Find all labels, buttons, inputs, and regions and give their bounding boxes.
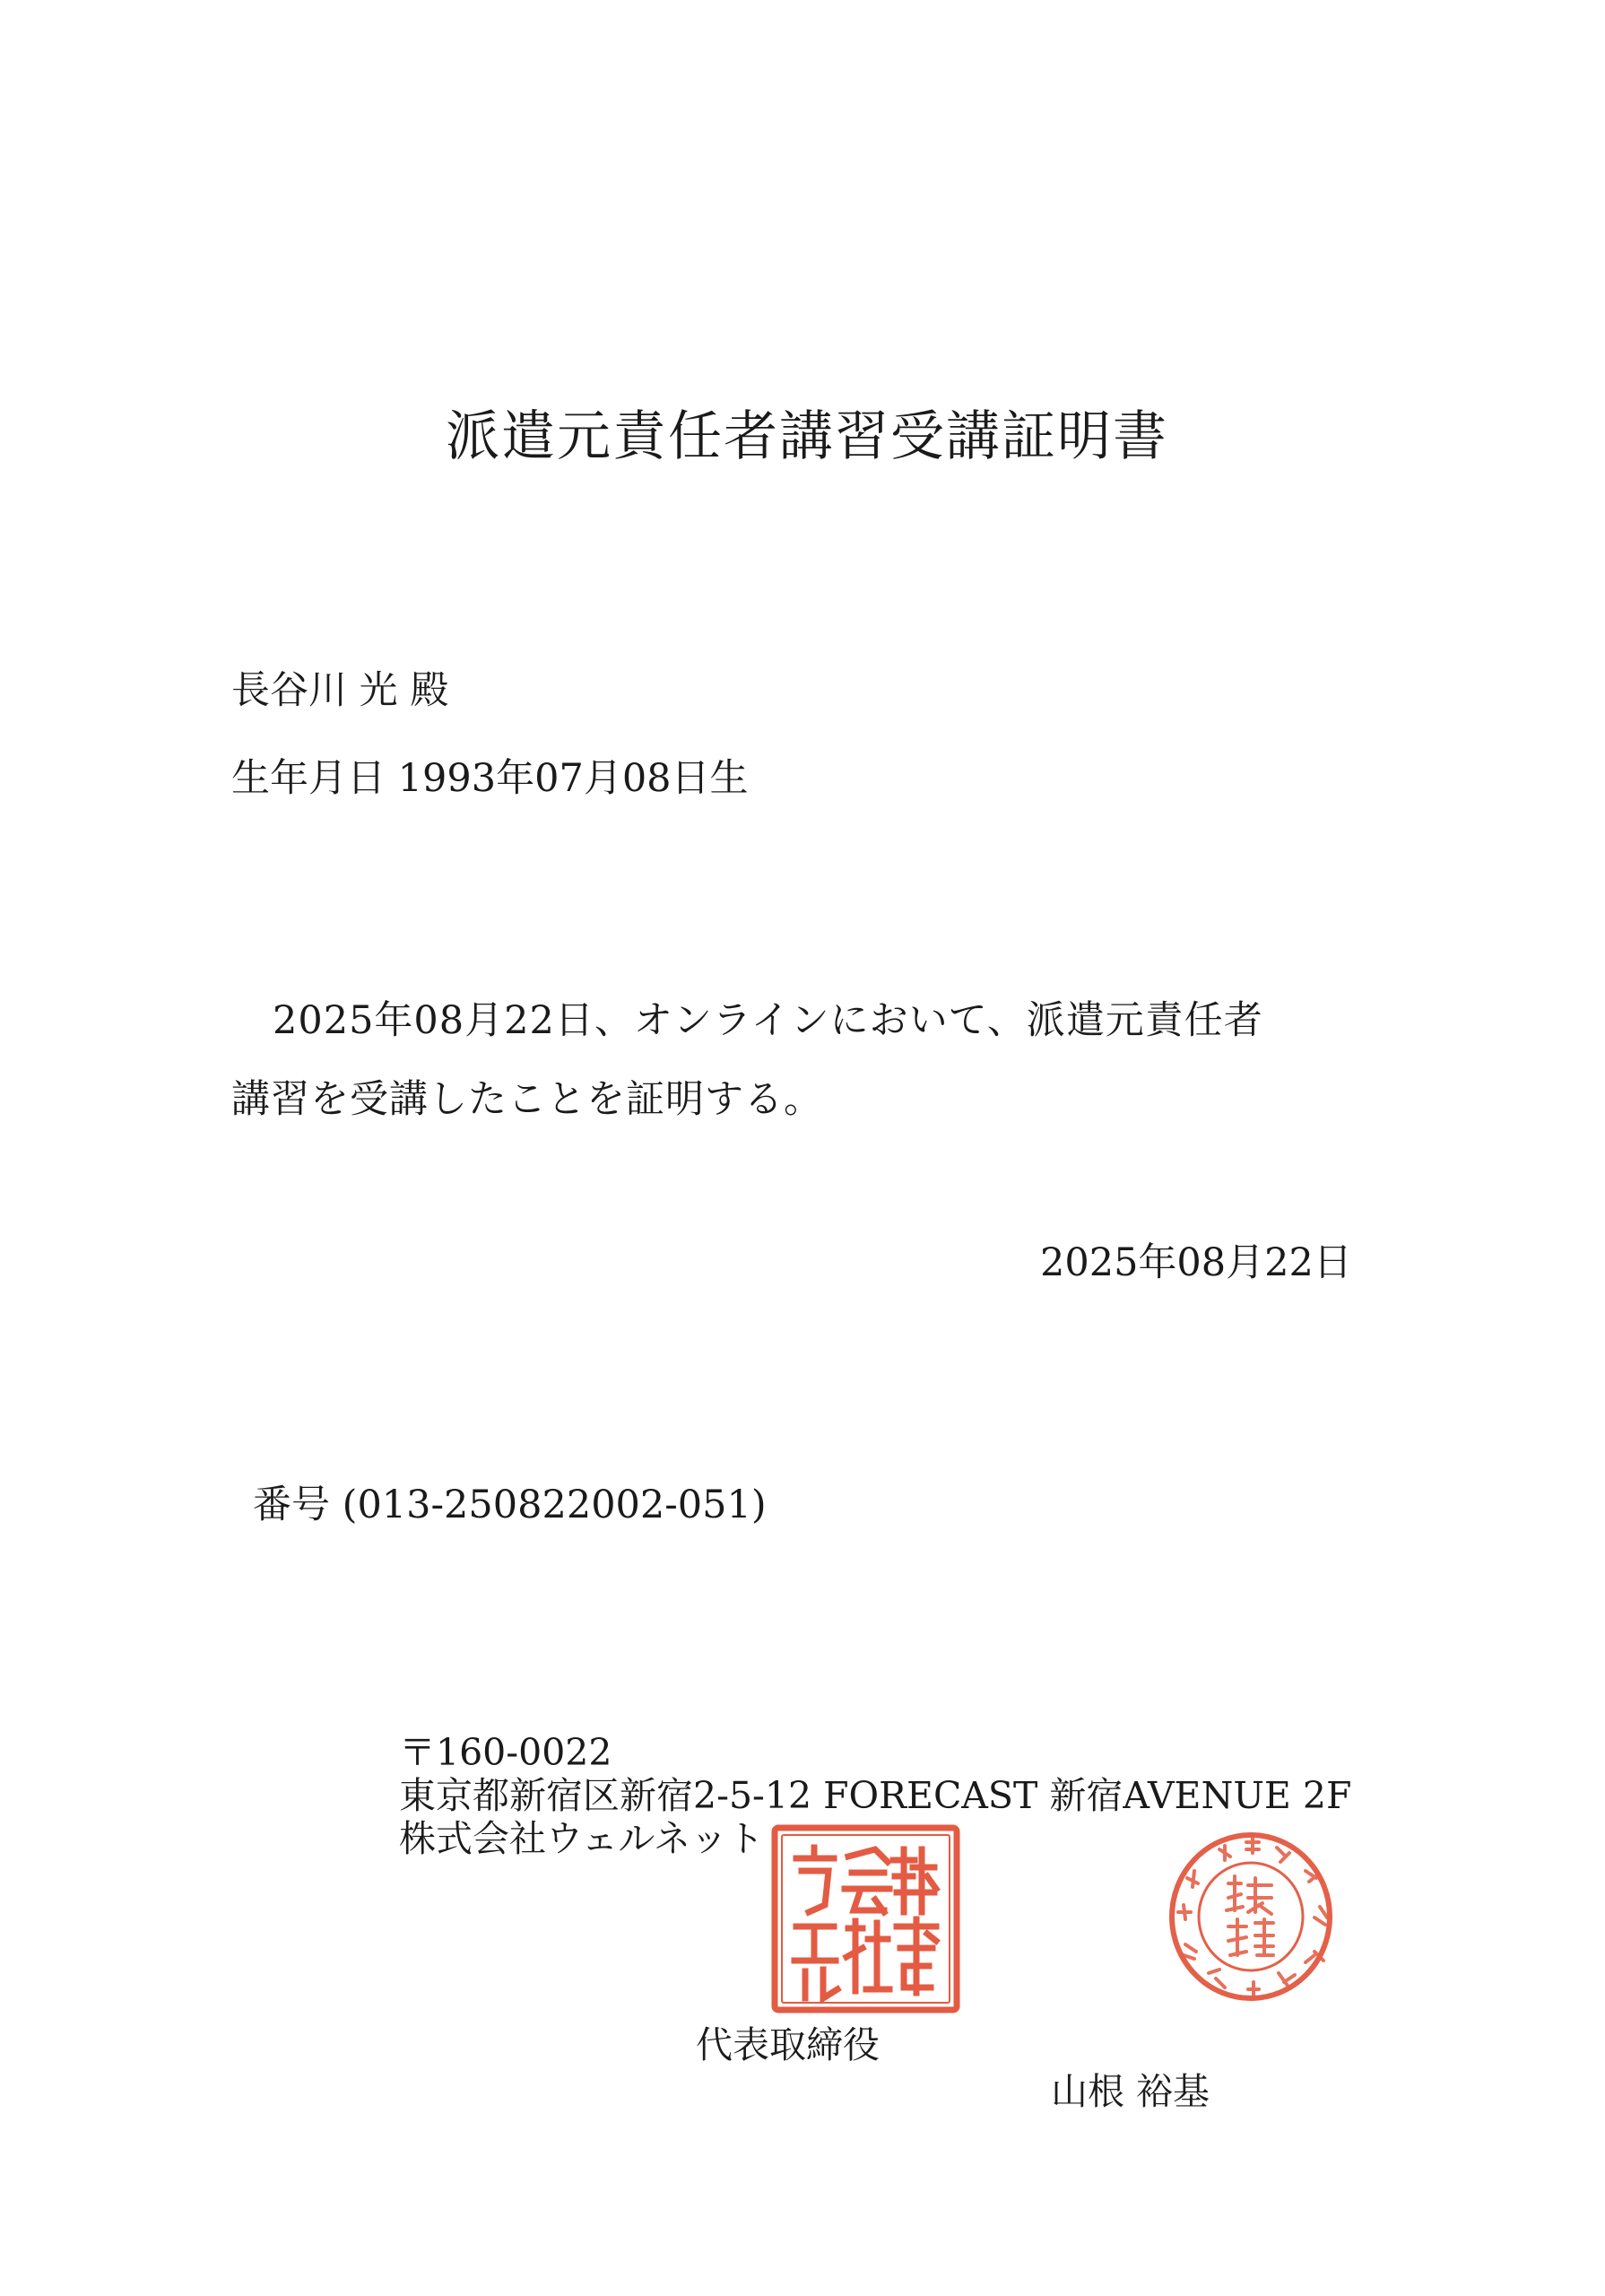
document-title: 派遣元責任者講習受講証明書: [446, 405, 1168, 468]
issuer-company-name: 株式会社ウェルネット: [399, 1817, 765, 1860]
certification-statement-line-1: 2025年08月22日、オンラインにおいて、派遣元責任者: [273, 998, 1263, 1043]
representative-name: 山根 裕基: [1051, 2070, 1210, 2113]
issue-date: 2025年08月22日: [1040, 1240, 1352, 1285]
issuer-address: 東京都新宿区新宿2-5-12 FORECAST 新宿AVENUE 2F: [399, 1774, 1352, 1817]
certification-statement-line-2: 講習を受講したことを証明する。: [231, 1077, 823, 1122]
certificate-number: 番号 (013-250822002-051): [253, 1483, 767, 1527]
representative-title: 代表取締役: [696, 2023, 880, 2066]
issuer-postal-code: 〒160-0022: [399, 1731, 612, 1774]
recipient-birthdate: 生年月日 1993年07月08日生: [231, 756, 749, 801]
recipient-name: 長谷川 光 殿: [231, 668, 449, 713]
issuer-address-block: [399, 1731, 1605, 1860]
